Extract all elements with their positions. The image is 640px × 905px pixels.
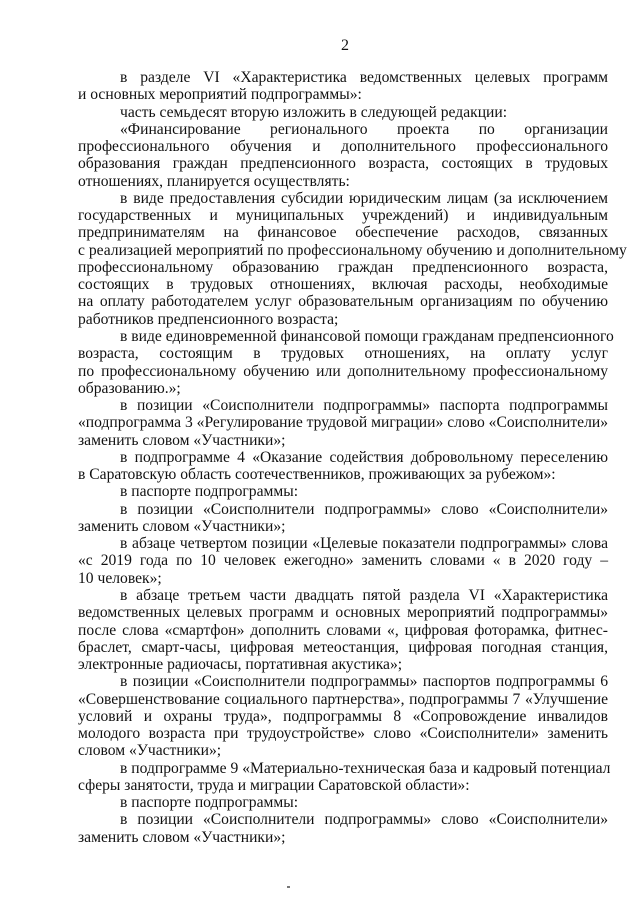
text-line: в паспорте подпрограммы: [120, 794, 299, 812]
paragraph [78, 104, 608, 121]
paragraph [78, 397, 608, 449]
text-line: заменить словом «Участники»; [78, 517, 286, 535]
text-line: в позиции «Соисполнители подпрограммы» паспортов подпрограммы 6 [120, 673, 608, 691]
text-line: в разделе VI «Характеристика ведомственных целевых программ [120, 69, 608, 86]
text-line: в подпрограмме 4 «Оказание содействия добровольному переселению [120, 448, 608, 466]
text-line: в паспорте подпрограммы: [120, 483, 299, 501]
text-line: условий и охраны труда», подпрограммы 8 «Сопровождение инвалидов [78, 707, 608, 725]
text-line: профессионального обучения и дополнительного профессионального [78, 138, 608, 156]
text-line: состоящих в трудовых отношениях, включая расходы, необходимые [78, 276, 608, 294]
paragraph [78, 811, 608, 846]
text-line: образованию.»; [78, 379, 181, 397]
text-line: в виде единовременной финансовой помощи гражданам предпенсионного [120, 327, 614, 345]
text-line: «Финансирование регионального проекта по организации [120, 120, 608, 138]
text-line: в позиции «Соисполнители подпрограммы» слово «Соисполнители» [120, 500, 608, 518]
paragraph [78, 759, 611, 795]
text-line: в позиции «Соисполнители подпрограммы» паспорта подпрограммы [120, 397, 608, 415]
paragraph [78, 69, 608, 104]
paragraph [78, 673, 608, 759]
text-line: заменить словом «Участники»; [78, 828, 286, 846]
text-line: браслет, смарт-часы, цифровая метеостанция, цифровая погодная станция, [78, 638, 608, 656]
text-line: «Совершенствование социального партнерства», подпрограммы 7 «Улучшение [78, 690, 608, 708]
text-line: в позиции «Соисполнители подпрограммы» слово «Соисполнители» [120, 811, 608, 829]
text-line: предпринимателям на финансовое обеспечение расходов, связанных [78, 224, 608, 242]
paragraph [78, 535, 608, 587]
text-line: в виде предоставления субсидии юридическим лицам (за исключением [120, 189, 608, 207]
text-line: отношениях, планируется осуществлять: [78, 172, 350, 190]
paragraph [78, 587, 608, 673]
text-line: профессиональному образованию граждан предпенсионного возраста, [78, 258, 608, 276]
paragraph [78, 449, 608, 484]
text-line: заменить словом «Участники»; [78, 431, 286, 449]
paragraph [78, 327, 614, 397]
scan-artifact [287, 886, 290, 888]
text-line: в подпрограмме 9 «Материально-техническая база и кадровый потенциал [120, 759, 611, 777]
text-line: в абзаце третьем части двадцать пятой раздела VI «Характеристика [120, 586, 608, 604]
paragraph [78, 501, 608, 536]
paragraph [78, 121, 608, 190]
text-line: часть семьдесят вторую изложить в следующей редакции: [120, 103, 508, 121]
text-line: возраста, состоящим в трудовых отношениях, на оплату услуг [78, 345, 608, 363]
text-line: «подпрограмма 3 «Регулирование трудовой миграции» слово «Соисполнители» [78, 414, 608, 432]
text-line: молодого возраста при трудоустройстве» слово «Соисполнители» заменить [78, 725, 608, 743]
text-line: в абзаце четвертом позиции «Целевые показатели подпрограммы» слова [120, 535, 608, 553]
text-line: в Саратовскую область соотечественников, проживающих за рубежом»: [78, 466, 556, 484]
text-line: 10 человек»; [78, 569, 162, 587]
text-line: словом «Участники»; [78, 742, 222, 760]
document-body [78, 69, 627, 846]
text-line: электронные радиочасы, портативная акустика»; [78, 656, 403, 674]
paragraph [78, 794, 608, 811]
text-line: ведомственных целевых программ и основных мероприятий подпрограммы» [78, 604, 608, 622]
text-line: государственных и муниципальных учреждений) и индивидуальным [78, 207, 608, 225]
text-line: на оплату работодателем услуг образовательным организациям по обучению [78, 293, 608, 311]
paragraph [78, 189, 627, 328]
text-line: по профессиональному обучению или дополнительному профессиональному [78, 362, 608, 380]
text-line: после слова «смартфон» дополнить словами «, цифровая фоторамка, фитнес- [78, 621, 608, 639]
paragraph [78, 483, 608, 500]
text-line: образования граждан предпенсионного возраста, состоящих в трудовых [78, 155, 608, 173]
text-line: с реализацией мероприятий по профессиональному обучению и дополнительному [78, 241, 627, 259]
text-line: и основных мероприятий подпрограммы»: [78, 86, 362, 104]
text-line: работников предпенсионного возраста; [78, 310, 339, 328]
page-number: 2 [341, 37, 349, 54]
text-line: сферы занятости, труда и миграции Саратовской области»: [78, 776, 470, 794]
text-line: «с 2019 года по 10 человек ежегодно» заменить словами « в 2020 году – [78, 552, 608, 570]
